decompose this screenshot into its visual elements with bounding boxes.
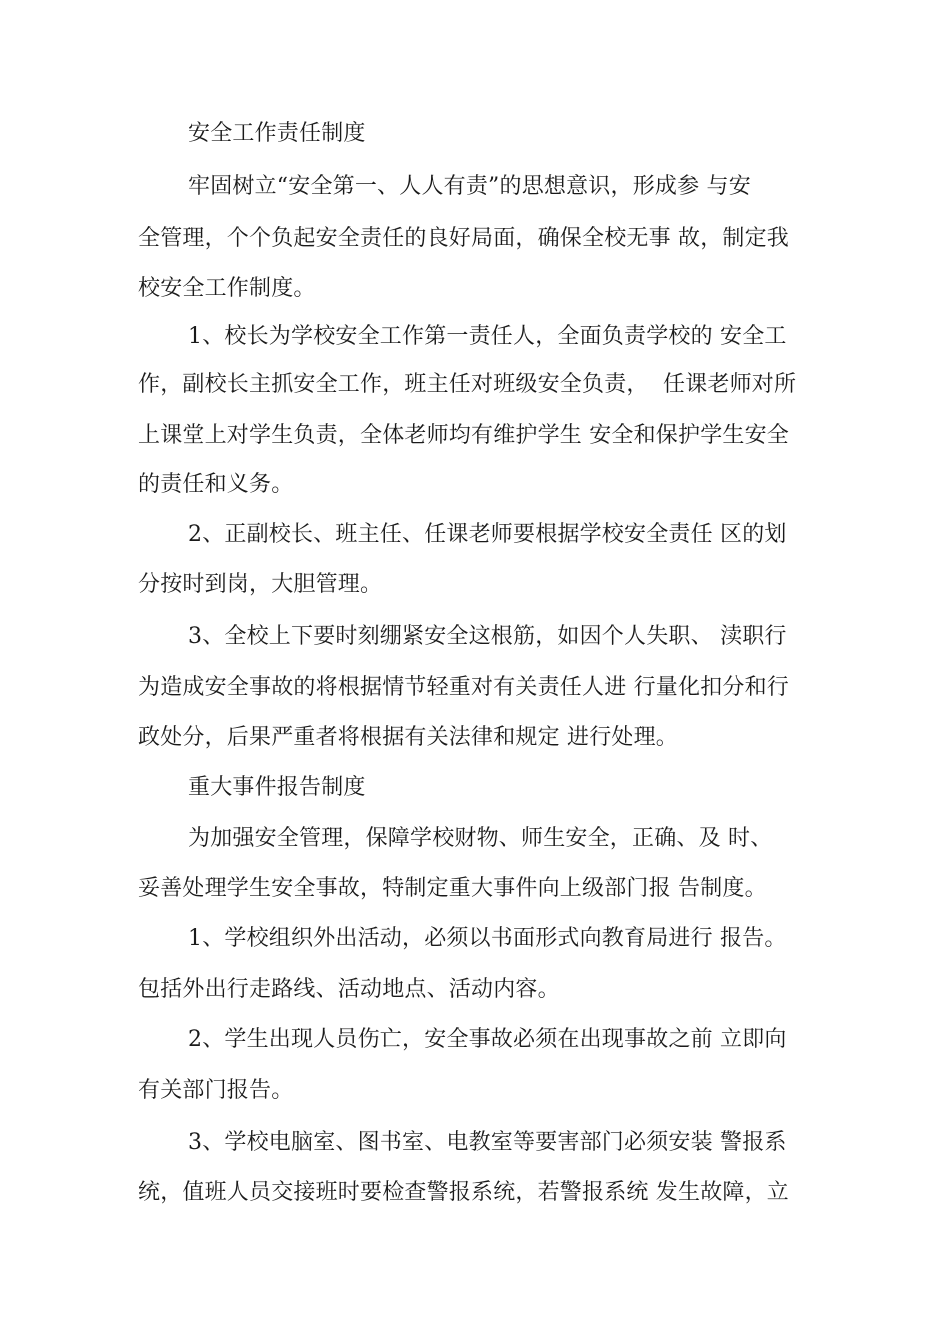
section-heading-safety-responsibility: 安全工作责任制度 bbox=[188, 121, 366, 146]
paragraph-line: 包括外出行走路线、活动地点、活动内容。 bbox=[138, 977, 560, 1002]
paragraph-line: 作，副校长主抓安全工作，班主任对班级安全负责， 任课老师对所 bbox=[138, 372, 797, 397]
section-heading-major-incident-report: 重大事件报告制度 bbox=[188, 775, 366, 800]
paragraph-line: 3、全校上下要时刻绷紧安全这根筋，如因个人失职、 渎职行 bbox=[188, 624, 787, 649]
paragraph-line: 妥善处理学生安全事故，特制定重大事件向上级部门报 告制度。 bbox=[138, 876, 767, 901]
paragraph-line: 2、学生出现人员伤亡，安全事故必须在出现事故之前 立即向 bbox=[188, 1027, 787, 1052]
paragraph-line: 1、学校组织外出活动，必须以书面形式向教育局进行 报告。 bbox=[188, 926, 787, 951]
paragraph-line: 政处分，后果严重者将根据有关法律和规定 进行处理。 bbox=[138, 725, 678, 750]
paragraph-line: 的责任和义务。 bbox=[138, 472, 294, 497]
paragraph-line: 有关部门报告。 bbox=[138, 1078, 294, 1103]
paragraph-line: 牢固树立“安全第一、人人有责”的思想意识，形成参 与安 bbox=[188, 174, 751, 199]
paragraph-line: 上课堂上对学生负责，全体老师均有维护学生 安全和保护学生安全 bbox=[138, 423, 789, 448]
paragraph-line: 2、正副校长、班主任、任课老师要根据学校安全责任 区的划 bbox=[188, 522, 787, 547]
paragraph-line: 3、学校电脑室、图书室、电教室等要害部门必须安装 警报系 bbox=[188, 1130, 787, 1155]
paragraph-line: 统，值班人员交接班时要检查警报系统，若警报系统 发生故障，立 bbox=[138, 1180, 789, 1205]
paragraph-line: 为造成安全事故的将根据情节轻重对有关责任人进 行量化扣分和行 bbox=[138, 675, 789, 700]
paragraph-line: 为加强安全管理，保障学校财物、师生安全，正确、及 时、 bbox=[188, 826, 773, 851]
paragraph-line: 校安全工作制度。 bbox=[138, 276, 316, 301]
paragraph-line: 1、校长为学校安全工作第一责任人，全面负责学校的 安全工 bbox=[188, 324, 787, 349]
paragraph-line: 分按时到岗，大胆管理。 bbox=[138, 572, 383, 597]
paragraph-line: 全管理，个个负起安全责任的良好局面，确保全校无事 故，制定我 bbox=[138, 226, 789, 251]
